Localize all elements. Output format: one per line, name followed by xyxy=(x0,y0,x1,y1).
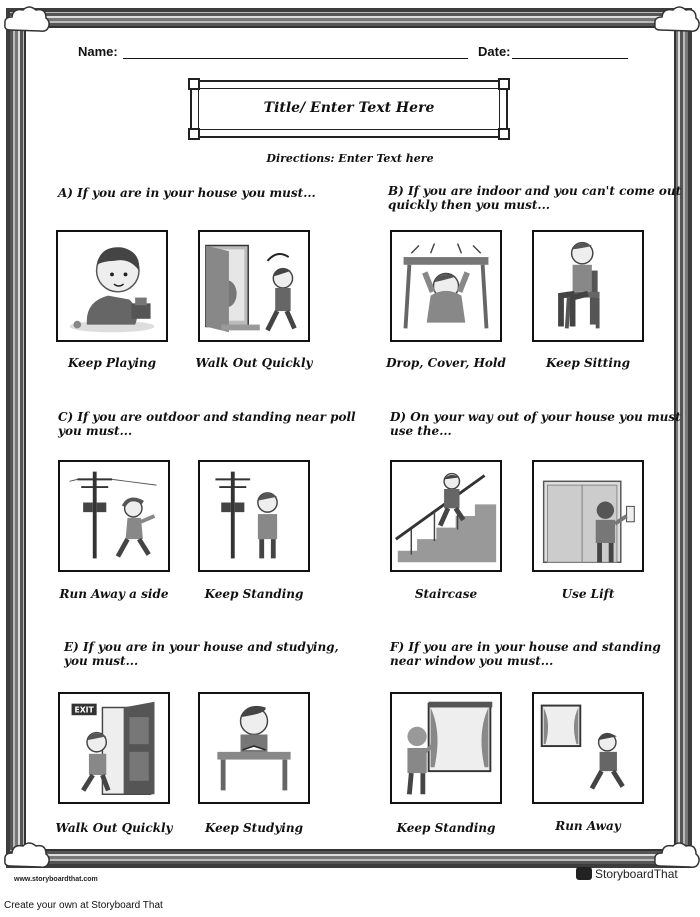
title-corner-ornament xyxy=(498,128,510,140)
option-c2-caption: Keep Standing xyxy=(204,587,304,601)
boy-playing-icon xyxy=(58,232,166,340)
option-a1-caption: Keep Playing xyxy=(67,356,156,370)
boy-at-lift-icon xyxy=(534,462,642,570)
logo-text: StoryboardThat xyxy=(595,866,678,881)
cloud-corner-icon xyxy=(2,2,52,38)
title-corner-ornament xyxy=(188,128,200,140)
question-f-prompt-line2: near window you must... xyxy=(390,654,554,668)
question-f-prompt-line1: F) If you are in your house and standing xyxy=(390,640,661,654)
question-b-prompt-line2: quickly then you must... xyxy=(388,198,550,212)
option-e2-image[interactable] xyxy=(198,692,310,804)
girl-at-window-icon xyxy=(392,694,500,802)
man-on-stairs-icon xyxy=(392,462,500,570)
name-label: Name: xyxy=(78,44,118,59)
title-box[interactable] xyxy=(190,80,508,138)
option-f2-caption: Run Away xyxy=(555,819,621,833)
directions-text: Directions: Enter Text here xyxy=(266,152,434,165)
storyboardthat-logo[interactable] xyxy=(576,866,696,886)
option-b1-caption: Drop, Cover, Hold xyxy=(386,356,506,370)
question-a xyxy=(58,186,316,200)
frame-top-stripe xyxy=(6,8,692,26)
option-d1-caption: Staircase xyxy=(414,587,478,601)
option-f1-caption: Keep Standing xyxy=(396,821,496,835)
question-d-prompt-line1: D) On your way out of your house you must xyxy=(390,410,681,424)
footer-url[interactable]: www.storyboardthat.com xyxy=(14,876,98,883)
question-c-prompt-line1: C) If you are outdoor and standing near poll xyxy=(58,410,356,424)
option-c1-image[interactable] xyxy=(58,460,170,572)
boy-running-from-window-icon xyxy=(534,694,642,802)
question-c-prompt-line2: you must... xyxy=(58,424,133,438)
option-a1-image[interactable] xyxy=(56,230,168,342)
option-e1-image[interactable] xyxy=(58,692,170,804)
question-c xyxy=(58,410,356,438)
name-field[interactable] xyxy=(123,58,468,59)
storyboard-logo-icon xyxy=(576,867,592,880)
question-b xyxy=(388,184,681,212)
option-c2-image[interactable] xyxy=(198,460,310,572)
question-e-prompt-line2: you must... xyxy=(64,654,139,668)
option-e2-caption: Keep Studying xyxy=(205,821,303,835)
date-field[interactable] xyxy=(512,58,628,59)
girl-running-from-pole-icon xyxy=(60,462,168,570)
option-a2-caption: Walk Out Quickly xyxy=(195,356,313,370)
option-f2-image[interactable] xyxy=(532,692,644,804)
option-a2-image[interactable] xyxy=(198,230,310,342)
option-c1-caption: Run Away a side xyxy=(59,587,169,601)
child-under-table-icon xyxy=(392,232,500,340)
cloud-corner-icon xyxy=(652,2,700,38)
boy-at-desk-icon xyxy=(200,694,308,802)
man-on-chair-icon xyxy=(534,232,642,340)
title-corner-ornament xyxy=(498,78,510,90)
question-d xyxy=(390,410,681,438)
question-d-prompt-line2: use the... xyxy=(390,424,452,438)
question-a-prompt: A) If you are in your house you must... xyxy=(58,186,316,200)
option-b2-image[interactable] xyxy=(532,230,644,342)
date-label: Date: xyxy=(478,44,511,59)
boy-exit-door-icon xyxy=(60,694,168,802)
option-b2-caption: Keep Sitting xyxy=(546,356,630,370)
exit-sign-text: EXIT xyxy=(74,705,94,715)
title-corner-ornament xyxy=(188,78,200,90)
option-d2-caption: Use Lift xyxy=(561,587,615,601)
credit-link[interactable]: Create your own at Storyboard That xyxy=(4,900,163,911)
option-d2-image[interactable] xyxy=(532,460,644,572)
boy-standing-by-pole-icon xyxy=(200,462,308,570)
option-b1-image[interactable] xyxy=(390,230,502,342)
question-e xyxy=(64,640,339,668)
name-date-row xyxy=(78,44,638,64)
option-e1-caption: Walk Out Quickly xyxy=(55,821,173,835)
question-e-prompt-line1: E) If you are in your house and studying, xyxy=(64,640,339,654)
option-f1-image[interactable] xyxy=(390,692,502,804)
question-f xyxy=(390,640,661,668)
page-title: Title/ Enter Text Here xyxy=(263,100,435,116)
question-b-prompt-line1: B) If you are indoor and you can't come out xyxy=(388,184,682,198)
boy-walking-out-door-icon xyxy=(200,232,308,340)
option-d1-image[interactable] xyxy=(390,460,502,572)
cloud-corner-icon xyxy=(2,838,52,874)
